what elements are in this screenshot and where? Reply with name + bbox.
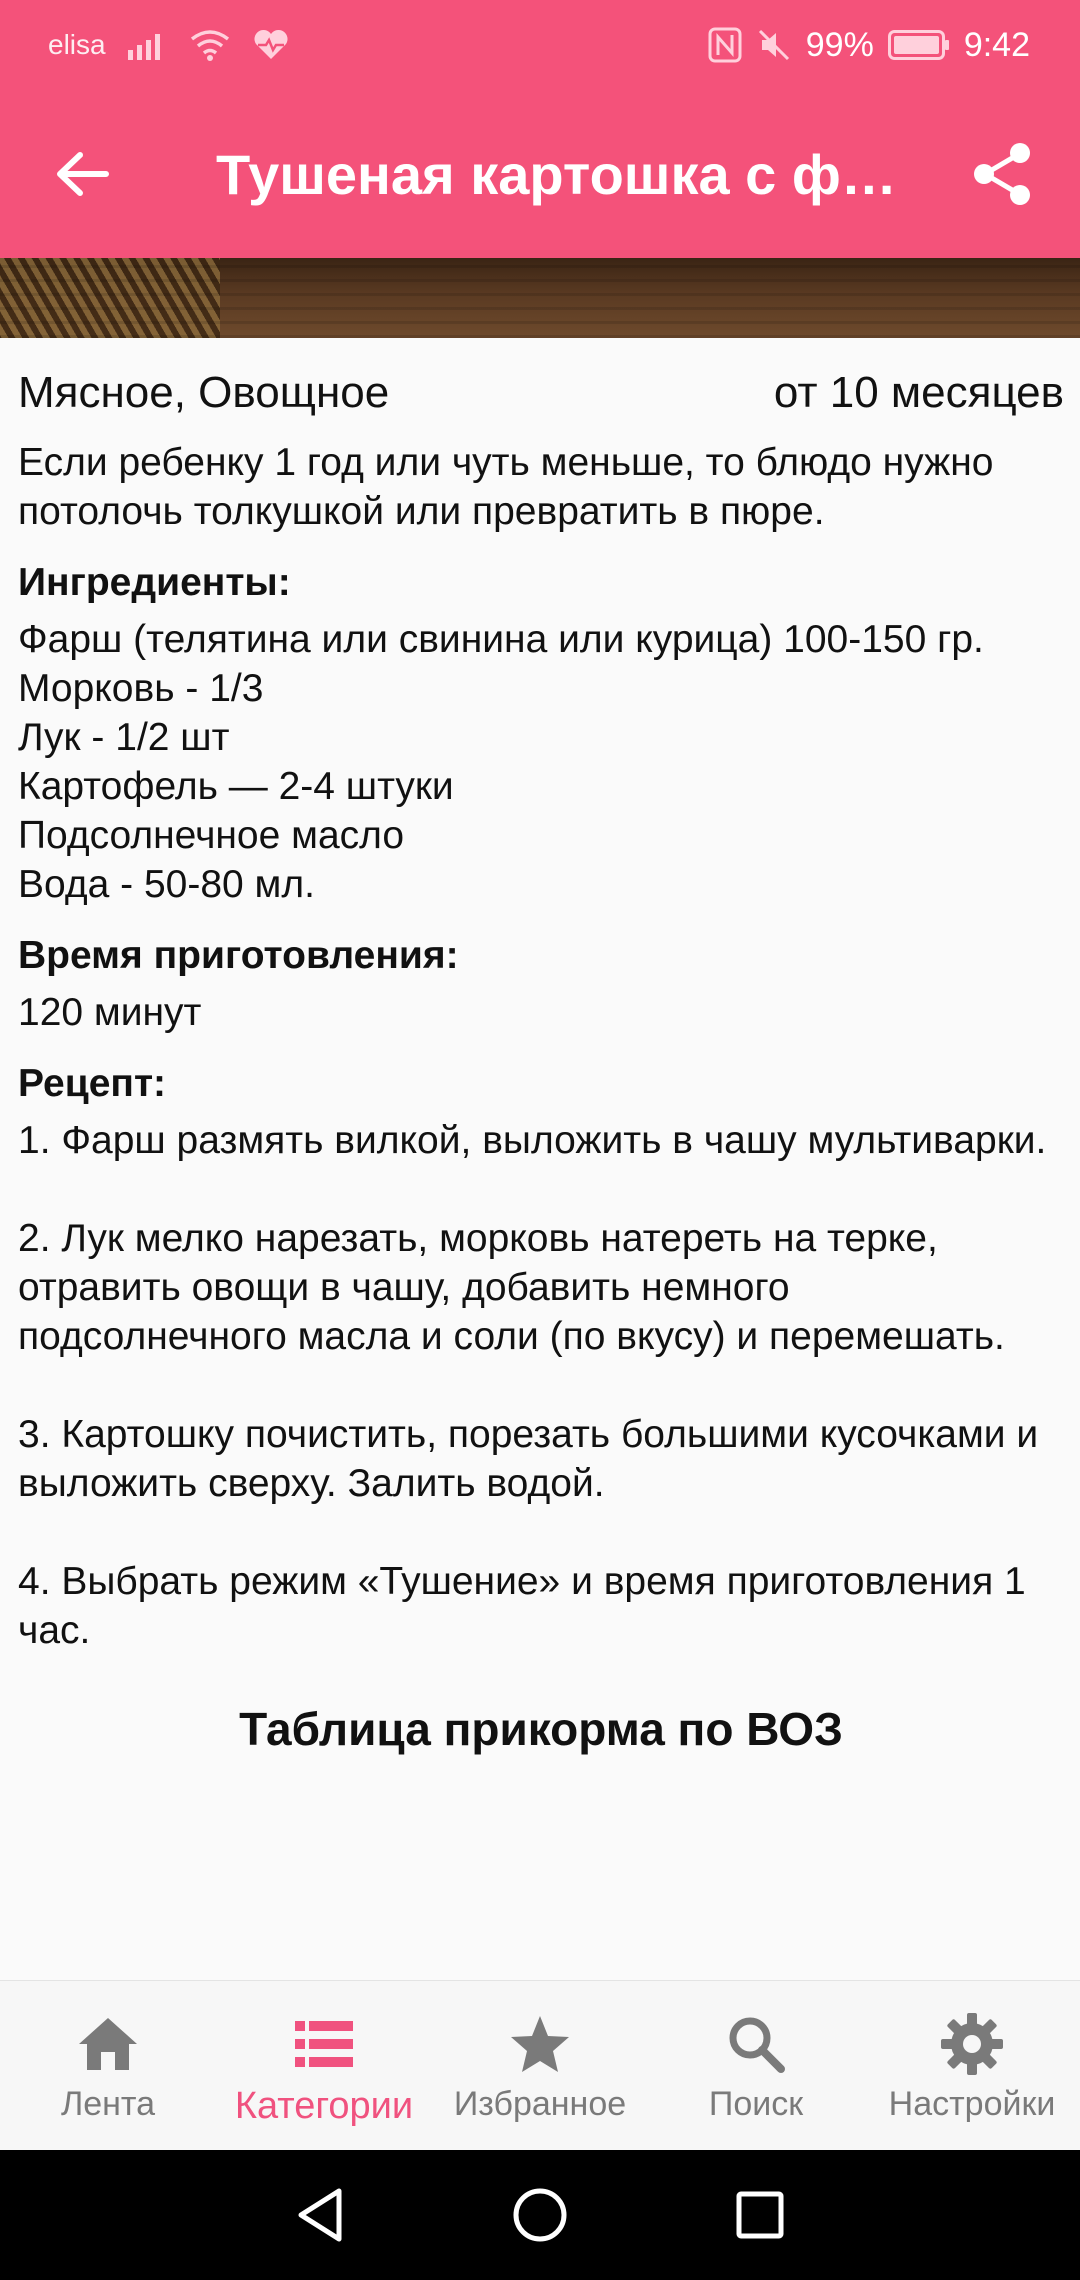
battery-icon <box>888 30 950 60</box>
status-bar-left <box>48 0 290 90</box>
nav-label-settings: Настройки <box>888 2085 1056 2123</box>
ingredients-heading: Ингредиенты: <box>18 561 291 604</box>
circle-home-icon <box>512 2187 568 2243</box>
system-navigation-bar <box>0 2150 1080 2280</box>
nav-label-categories: Категории <box>234 2085 414 2127</box>
step-spacer <box>18 1508 1064 1557</box>
star-icon <box>509 2009 571 2079</box>
status-bar-right <box>708 0 1030 90</box>
recipe-age: от 10 месяцев <box>773 367 1064 417</box>
ingredient-item: Лук - 1/2 шт <box>18 716 230 759</box>
ingredient-item: Фарш (телятина или свинина или курица) 100-150 гр. <box>18 618 984 661</box>
feeding-table-title: Таблица прикорма по ВОЗ <box>239 1703 843 1755</box>
time-value: 120 минут <box>18 991 202 1034</box>
bottom-navigation <box>0 1980 1080 2151</box>
recipe-step: 3. Картошку почистить, порезать большими кусочками и выложить сверху. Залить водой. <box>18 1413 1039 1505</box>
clock: 9:42 <box>963 25 1030 64</box>
list-icon <box>295 2009 353 2079</box>
battery-percent: 99% <box>805 25 874 64</box>
mute-icon <box>756 27 792 63</box>
nav-item-search[interactable] <box>648 1981 864 2151</box>
status-bar <box>0 0 1080 90</box>
system-recents-button[interactable] <box>725 2180 795 2250</box>
ingredient-item: Морковь - 1/3 <box>18 667 264 710</box>
carrier-name: elisa <box>48 29 106 60</box>
share-icon <box>971 142 1033 206</box>
signal-icon <box>128 30 168 60</box>
nav-label-search: Поиск <box>708 2085 804 2123</box>
step-spacer <box>18 1361 1064 1410</box>
recipe-step: 2. Лук мелко нарезать, морковь натереть на терке, отравить овощи в чашу, добавить немного подсолнечного масла и соли (по вкусу) и перемешать. <box>18 1217 1005 1358</box>
recipe-photo <box>0 258 1080 338</box>
nav-item-categories[interactable] <box>216 1981 432 2151</box>
system-home-button[interactable] <box>505 2180 575 2250</box>
back-button[interactable] <box>44 136 120 212</box>
home-icon <box>75 2009 141 2079</box>
recipe-heading: Рецепт: <box>18 1062 167 1105</box>
square-recents-icon <box>735 2190 785 2240</box>
recipe-content <box>18 338 1064 1978</box>
ingredient-item: Вода - 50-80 мл. <box>18 863 315 906</box>
recipe-categories: Мясное, Овощное <box>18 367 390 417</box>
recipe-step: 4. Выбрать режим «Тушение» и время приготовления 1 час. <box>18 1560 1026 1652</box>
recipe-meta <box>18 362 1064 422</box>
ingredient-item: Картофель — 2-4 штуки <box>18 765 454 808</box>
time-heading: Время приготовления: <box>18 934 459 977</box>
step-spacer <box>18 1165 1064 1214</box>
triangle-back-icon <box>295 2187 345 2243</box>
wifi-icon <box>190 29 230 61</box>
nav-item-feed[interactable] <box>0 1981 216 2151</box>
ingredient-item: Подсолнечное масло <box>18 814 405 857</box>
nav-item-settings[interactable] <box>864 1981 1080 2151</box>
ingredients-list <box>18 615 1064 909</box>
health-heart-icon <box>252 29 290 61</box>
recipe-steps <box>18 1116 1064 1655</box>
nav-label-favorites: Избранное <box>453 2085 627 2123</box>
share-button[interactable] <box>964 136 1040 212</box>
search-icon <box>726 2009 786 2079</box>
system-back-button[interactable] <box>285 2180 355 2250</box>
recipe-step: 1. Фарш размять вилкой, выложить в чашу мультиварки. <box>18 1119 1047 1162</box>
app-bar <box>0 90 1080 258</box>
gear-icon <box>941 2009 1003 2079</box>
recipe-description: Если ребенку 1 год или чуть меньше, то блюдо нужно потолочь толкушкой или превратить в пюре. <box>18 441 994 533</box>
nav-item-favorites[interactable] <box>432 1981 648 2151</box>
arrow-back-icon <box>54 150 110 198</box>
page-title: Тушеная картошка с ф… <box>216 142 897 206</box>
nav-label-feed: Лента <box>60 2085 156 2123</box>
nfc-icon <box>708 27 742 63</box>
